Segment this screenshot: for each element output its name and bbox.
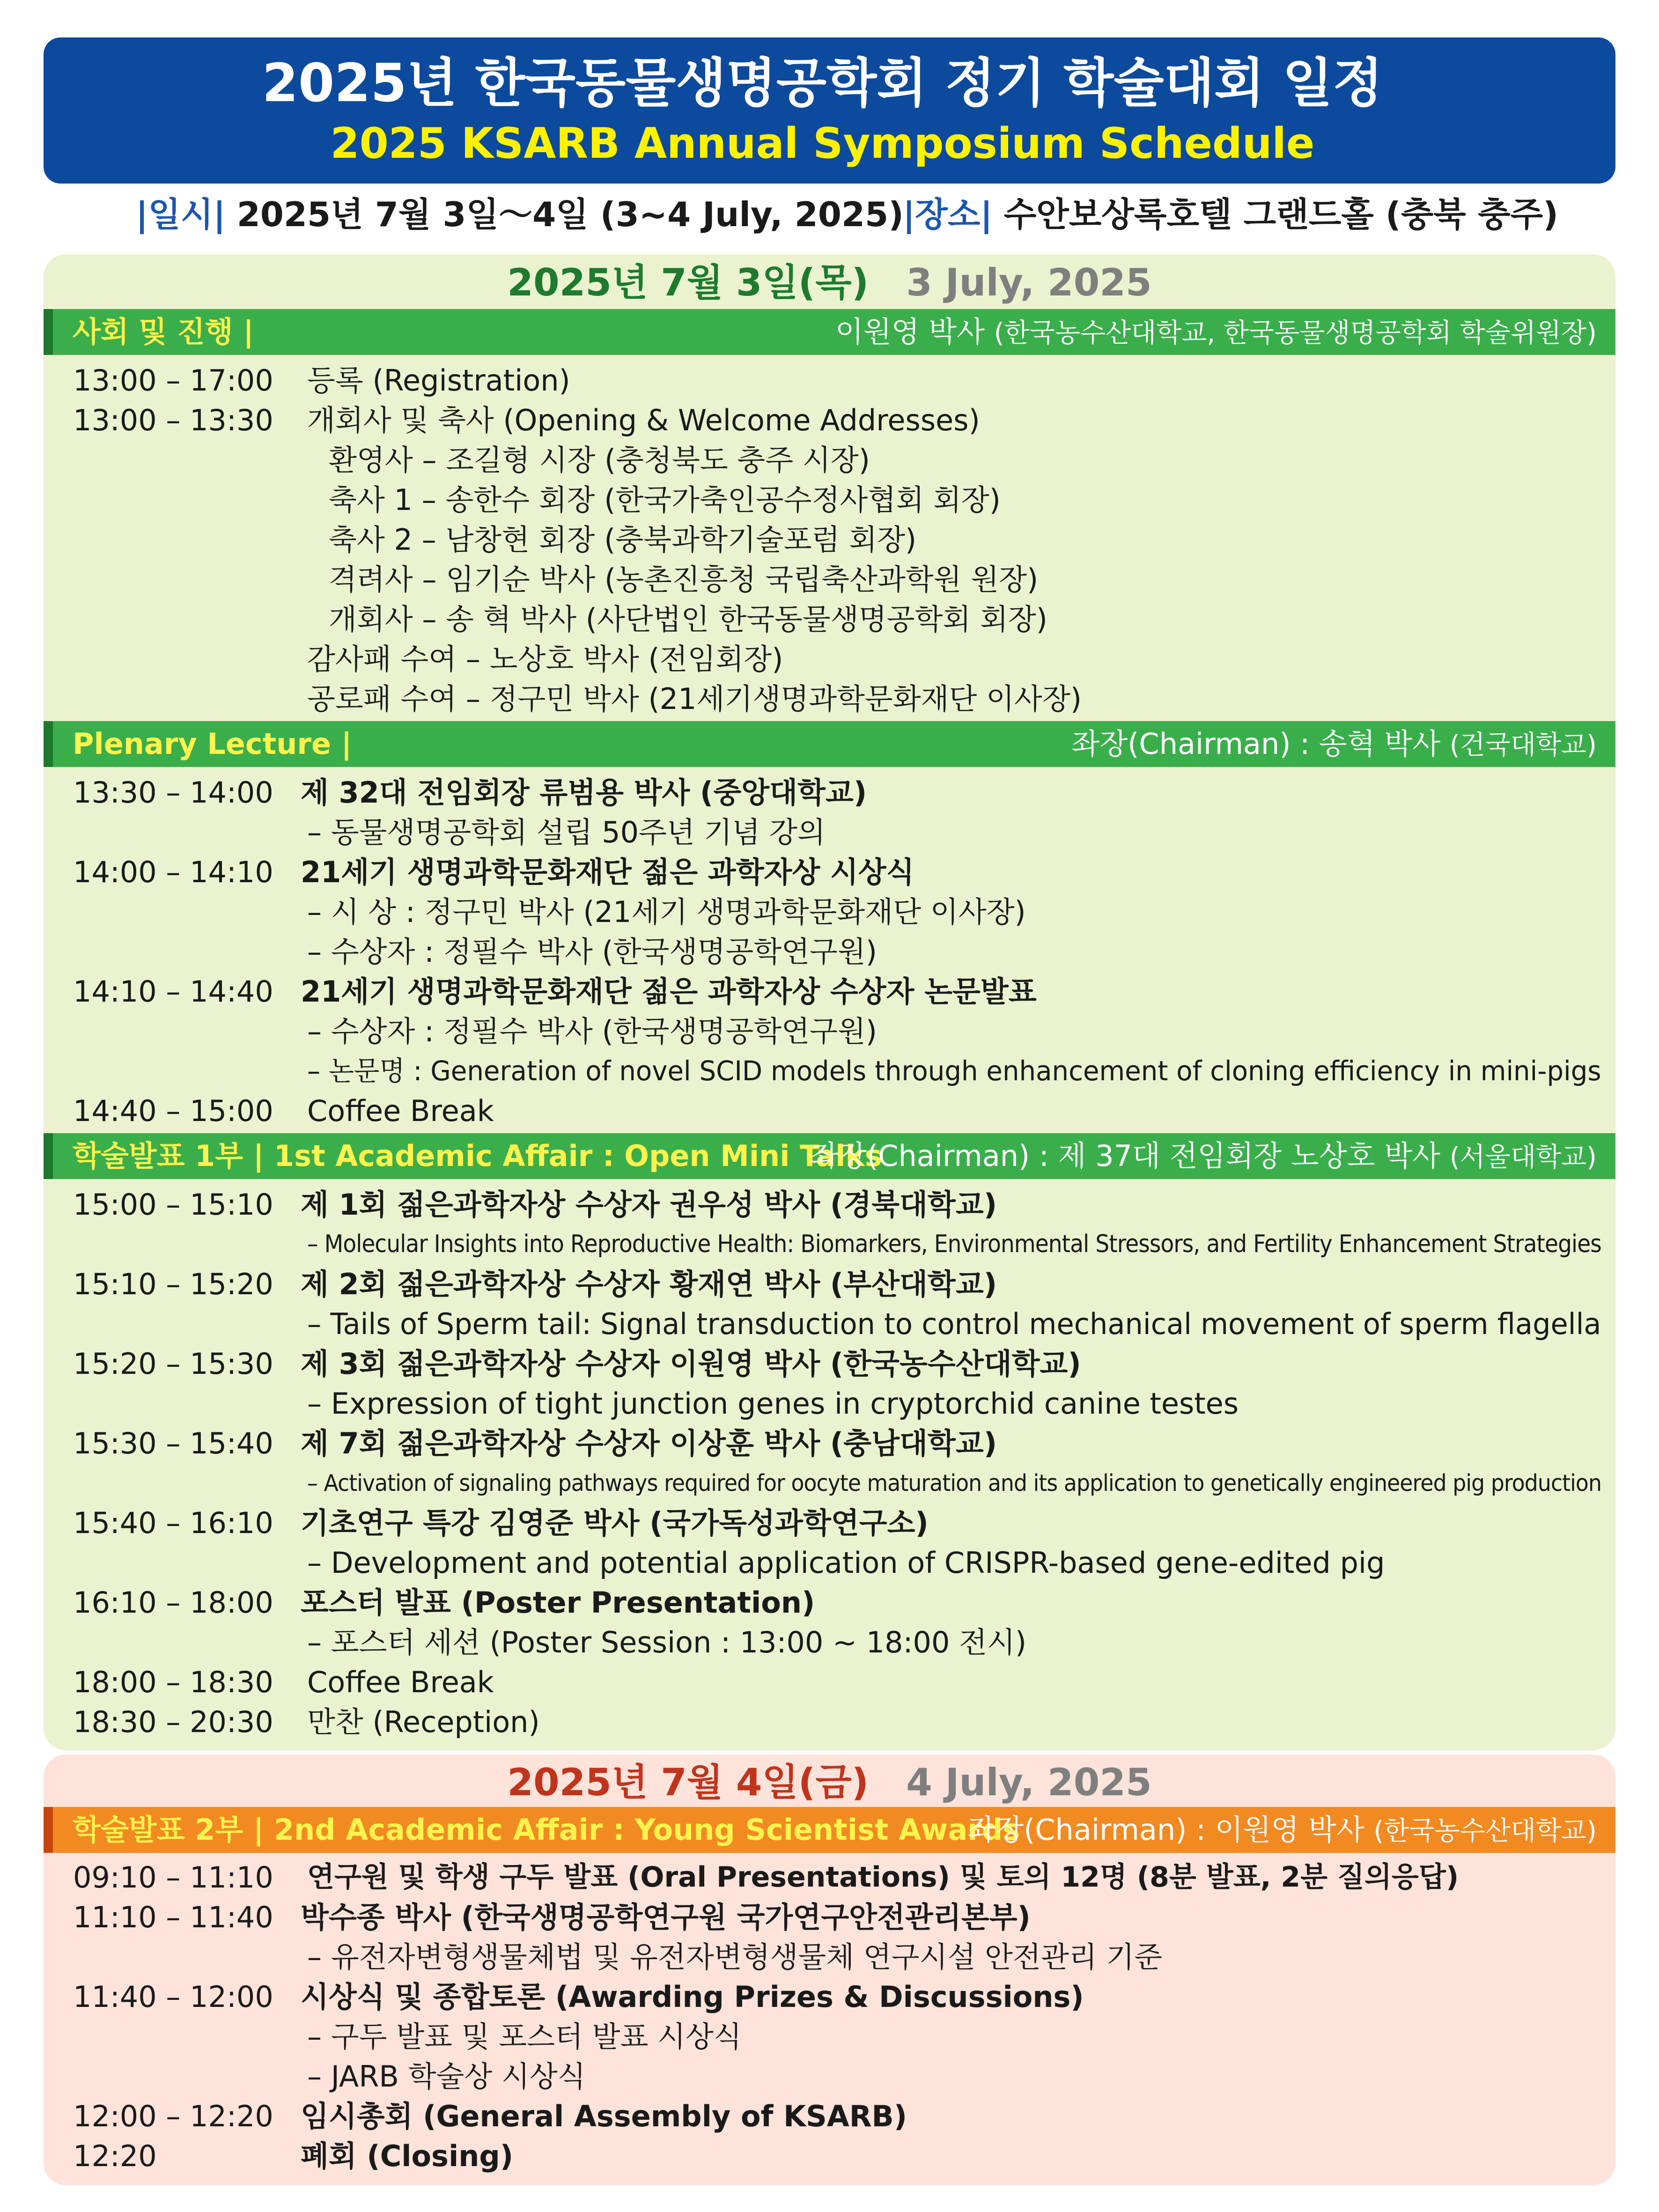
time-slot: 18:00 – 18:30 bbox=[73, 1665, 273, 1699]
time-slot: 11:10 – 11:40 bbox=[73, 1900, 273, 1934]
agenda-item: 등록 (Registration) bbox=[307, 363, 570, 398]
date-label: |일시| bbox=[136, 195, 226, 234]
day2-heading bbox=[44, 1756, 1615, 1809]
agenda-item: 21세기 생명과학문화재단 젊은 과학자상 시상식 bbox=[301, 855, 914, 889]
agenda-detail: – 유전자변형생물체법 및 유전자변형생물체 연구시설 안전관리 기준 bbox=[307, 1940, 1163, 1974]
agenda-detail: 축사 1 – 송한수 회장 (한국가축인공수정사협회 회장) bbox=[329, 483, 1001, 517]
time-slot: 13:00 – 17:00 bbox=[73, 363, 273, 398]
session-bar-academic1 bbox=[44, 1133, 1615, 1179]
agenda-item: 기초연구 특강 김영준 박사 (국가독성과학연구소) bbox=[301, 1506, 929, 1540]
agenda-item: 제 1회 젊은과학자상 수상자 권우성 박사 (경북대학교) bbox=[301, 1187, 997, 1222]
time-slot: 16:10 – 18:00 bbox=[73, 1585, 273, 1620]
agenda-item: 폐회 (Closing) bbox=[301, 2139, 514, 2173]
agenda-detail: – Tails of Sperm tail: Signal transduction to control mechanical movement of sperm flagella bbox=[307, 1307, 1601, 1341]
agenda-item: 제 32대 전임회장 류범용 박사 (중앙대학교) bbox=[301, 775, 867, 810]
session-title: Plenary Lecture | bbox=[73, 727, 352, 761]
agenda-detail: – 시 상 : 정구민 박사 (21세기 생명과학문화재단 이사장) bbox=[307, 895, 1026, 929]
agenda-item: Coffee Break bbox=[307, 1665, 494, 1699]
day1-heading bbox=[44, 257, 1615, 309]
session-bar-opening bbox=[44, 309, 1615, 355]
time-slot: 15:20 – 15:30 bbox=[73, 1347, 273, 1381]
agenda-item: 제 7회 젊은과학자상 수상자 이상훈 박사 (충남대학교) bbox=[301, 1426, 997, 1460]
agenda-detail: – Expression of tight junction genes in cryptorchid canine testes bbox=[307, 1386, 1239, 1421]
day1-panel bbox=[44, 254, 1615, 1750]
agenda-detail: – JARB 학술상 시상식 bbox=[307, 2059, 586, 2094]
agenda-detail: 환영사 – 조길형 시장 (충청북도 충주 시장) bbox=[329, 443, 870, 477]
time-slot: 11:40 – 12:00 bbox=[73, 1980, 273, 2014]
agenda-detail: – 수상자 : 정필수 박사 (한국생명공학연구원) bbox=[307, 1014, 877, 1048]
session-chair: 좌장(Chairman) : 송혁 박사 (건국대학교) bbox=[1071, 727, 1597, 761]
time-slot: 14:00 – 14:10 bbox=[73, 855, 273, 889]
time-slot: 15:00 – 15:10 bbox=[73, 1187, 273, 1222]
session-bar-academic2 bbox=[44, 1807, 1615, 1853]
bar-accent bbox=[44, 1807, 53, 1853]
agenda-detail: 축사 2 – 남창현 회장 (충북과학기술포럼 회장) bbox=[329, 523, 917, 557]
agenda-detail: 격려사 – 임기순 박사 (농촌진흥청 국립축산과학원 원장) bbox=[329, 562, 1039, 597]
agenda-detail: – Molecular Insights into Reproductive Health: Biomarkers, Environmental Stressors, and Fertility Enhancement Strategies bbox=[307, 1230, 1601, 1258]
time-slot: 18:30 – 20:30 bbox=[73, 1705, 273, 1739]
day2-date-en: 4 July, 2025 bbox=[906, 1761, 1152, 1804]
session-title: 사회 및 진행 | bbox=[73, 315, 254, 349]
agenda-detail: 개회사 – 송 혁 박사 (사단법인 한국동물생명공학회 회장) bbox=[329, 602, 1047, 636]
place-label: |장소| bbox=[903, 195, 993, 234]
agenda-item: 제 2회 젊은과학자상 수상자 황재연 박사 (부산대학교) bbox=[301, 1267, 997, 1301]
time-slot: 13:30 – 14:00 bbox=[73, 775, 273, 810]
bar-accent bbox=[44, 309, 53, 355]
time-slot: 15:30 – 15:40 bbox=[73, 1426, 273, 1460]
agenda-item: 21세기 생명과학문화재단 젊은 과학자상 수상자 논문발표 bbox=[301, 974, 1037, 1009]
time-slot: 14:40 – 15:00 bbox=[73, 1094, 273, 1128]
day1-date-en: 3 July, 2025 bbox=[906, 261, 1152, 304]
agenda-item: 제 3회 젊은과학자상 수상자 이원영 박사 (한국농수산대학교) bbox=[301, 1347, 1081, 1381]
title-banner bbox=[44, 37, 1615, 184]
agenda-item: 포스터 발표 (Poster Presentation) bbox=[301, 1585, 815, 1620]
agenda-item: 연구원 및 학생 구두 발표 (Oral Presentations) 및 토의 12명 (8분 발표, 2분 질의응답) bbox=[307, 1861, 1459, 1894]
agenda-item: 만찬 (Reception) bbox=[307, 1705, 540, 1739]
page-title: 2025년 한국동물생명공학회 정기 학술대회 일정 bbox=[262, 53, 1383, 114]
time-slot: 15:40 – 16:10 bbox=[73, 1506, 273, 1540]
session-chair: 좌장(Chairman) : 이원영 박사 (한국농수산대학교) bbox=[967, 1813, 1597, 1847]
agenda-item: Coffee Break bbox=[307, 1094, 494, 1128]
agenda-item: 시상식 및 종합토론 (Awarding Prizes & Discussions) bbox=[301, 1980, 1084, 2014]
place-info bbox=[903, 191, 1558, 238]
session-title: 학술발표 2부 | 2nd Academic Affair : Young Scientist Awards bbox=[73, 1813, 1020, 1847]
session-chair: 이원영 박사 (한국농수산대학교, 한국동물생명공학회 학술위원장) bbox=[835, 315, 1597, 349]
agenda-item: 임시총회 (General Assembly of KSARB) bbox=[301, 2099, 907, 2133]
time-slot: 09:10 – 11:10 bbox=[73, 1860, 273, 1895]
agenda-detail: – 논문명 : Generation of novel SCID models through enhancement of cloning efficiency in mini-pigs bbox=[307, 1055, 1601, 1087]
bar-accent bbox=[44, 721, 53, 767]
day2-date-ko: 2025년 7월 4일(금) bbox=[507, 1761, 869, 1804]
time-slot: 12:00 – 12:20 bbox=[73, 2099, 273, 2133]
agenda-detail: – Development and potential application of CRISPR-based gene-edited pig bbox=[307, 1546, 1385, 1580]
session-chair: 좌장(Chairman) : 제 37대 전임회장 노상호 박사 (서울대학교) bbox=[811, 1139, 1597, 1173]
agenda-detail: – 수상자 : 정필수 박사 (한국생명공학연구원) bbox=[307, 935, 877, 969]
agenda-item: 개회사 및 축사 (Opening & Welcome Addresses) bbox=[307, 403, 980, 437]
time-slot: 13:00 – 13:30 bbox=[73, 403, 273, 437]
day2-panel bbox=[44, 1755, 1615, 2185]
day1-date-ko: 2025년 7월 3일(목) bbox=[507, 261, 869, 304]
place-value: 수안보상록호텔 그랜드홀 (충북 충주) bbox=[1003, 195, 1558, 234]
agenda-detail: – 동물생명공학회 설립 50주년 기념 강의 bbox=[307, 815, 826, 849]
agenda-detail: – Activation of signaling pathways required for oocyte maturation and its application to genetically engineered pig production bbox=[307, 1470, 1602, 1497]
agenda-detail: – 구두 발표 및 포스터 발표 시상식 bbox=[307, 2020, 742, 2054]
date-info bbox=[136, 191, 904, 238]
agenda-item: 박수종 박사 (한국생명공학연구원 국가연구안전관리본부) bbox=[301, 1900, 1031, 1934]
date-value: 2025년 7월 3일～4일 (3~4 July, 2025) bbox=[236, 195, 904, 234]
bar-accent bbox=[44, 1133, 53, 1179]
time-slot: 15:10 – 15:20 bbox=[73, 1267, 273, 1301]
time-slot: 14:10 – 14:40 bbox=[73, 974, 273, 1009]
agenda-detail: 공로패 수여 – 정구민 박사 (21세기생명과학문화재단 이사장) bbox=[307, 682, 1082, 716]
page-subtitle: 2025 KSARB Annual Symposium Schedule bbox=[330, 119, 1315, 168]
agenda-detail: – 포스터 세션 (Poster Session : 13:00 ~ 18:00 전시) bbox=[307, 1625, 1027, 1659]
session-title: 학술발표 1부 | 1st Academic Affair : Open Mini Talks bbox=[73, 1139, 882, 1173]
session-bar-plenary bbox=[44, 721, 1615, 767]
time-slot: 12:20 bbox=[73, 2139, 157, 2173]
agenda-detail: 감사패 수여 – 노상호 박사 (전임회장) bbox=[307, 642, 783, 676]
